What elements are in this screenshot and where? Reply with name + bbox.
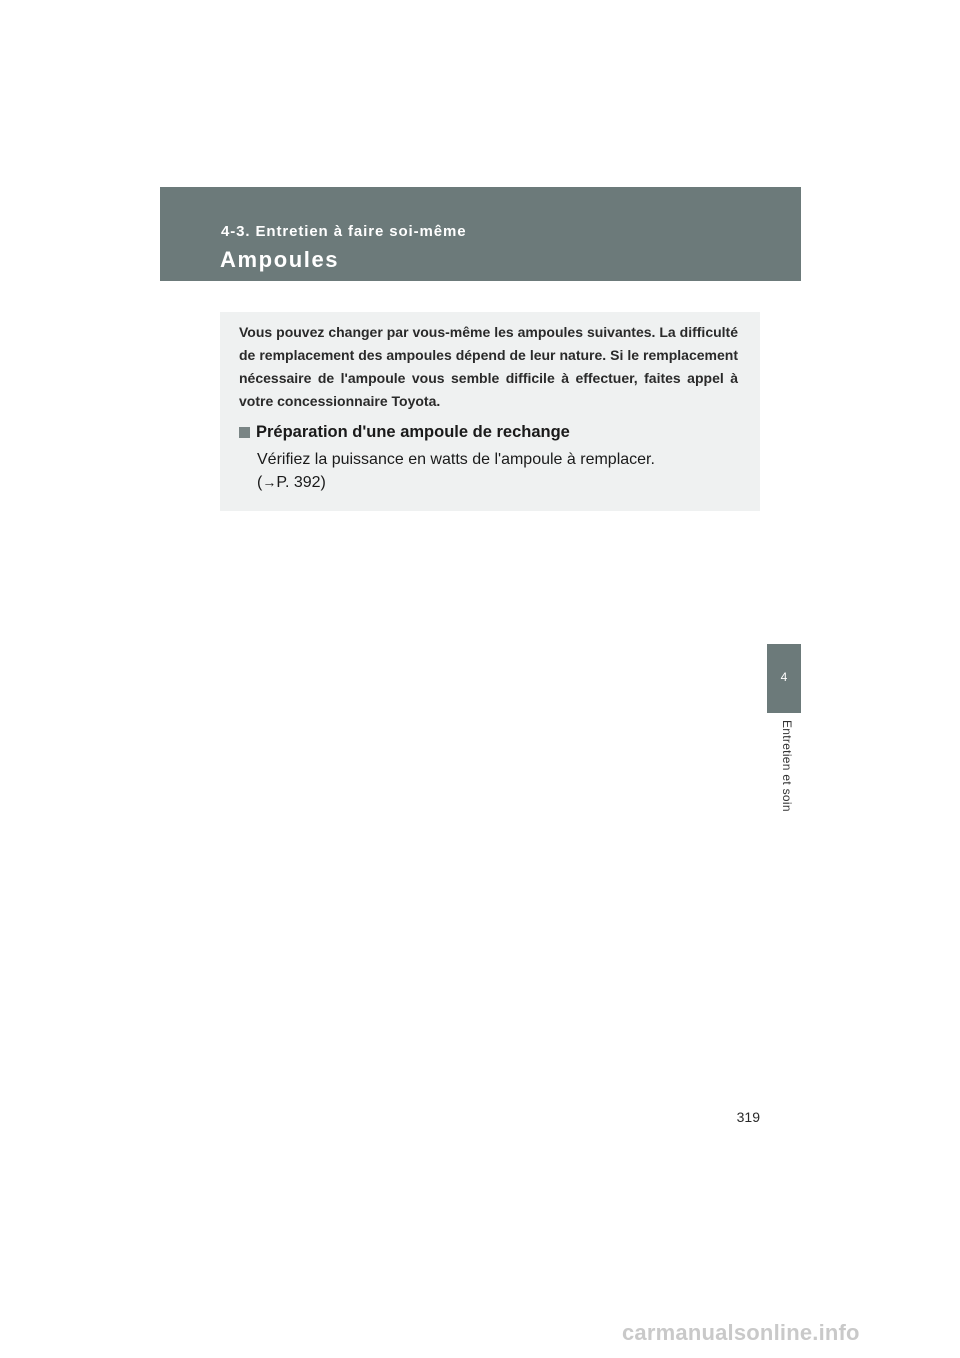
right-arrow-icon: → <box>262 474 277 490</box>
subsection-body-text: Vérifiez la puissance en watts de l'ampoule à remplacer. <box>257 451 655 468</box>
reference-page-text: P. 392) <box>276 474 326 491</box>
section-header-band <box>160 187 801 281</box>
page-number: 319 <box>736 1109 760 1125</box>
page-title: Ampoules <box>220 247 340 272</box>
watermark: carmanualsonline.info <box>622 1320 860 1345</box>
chapter-number: 4 <box>780 670 788 684</box>
subsection-heading-text: Préparation d'une ampoule de rechange <box>256 423 570 441</box>
section-label: 4-3. Entretien à faire soi-même <box>221 223 467 240</box>
reference-open-paren: ( <box>257 474 263 491</box>
subsection-heading <box>239 423 738 442</box>
square-bullet-icon <box>239 427 250 438</box>
chapter-title: Entretien et soin <box>780 720 794 812</box>
intro-paragraph: Vous pouvez changer par vous-même les ampoules suivantes. La difficulté de remplacement des ampoules dépend de leur nature. Si le remplacement nécessaire de l'ampoule vous semble difficile à effectuer, faites appel à votre concessionnaire Toyota. <box>239 324 738 409</box>
info-box <box>220 312 760 511</box>
chapter-tab <box>767 644 801 713</box>
page-reference <box>257 471 738 494</box>
